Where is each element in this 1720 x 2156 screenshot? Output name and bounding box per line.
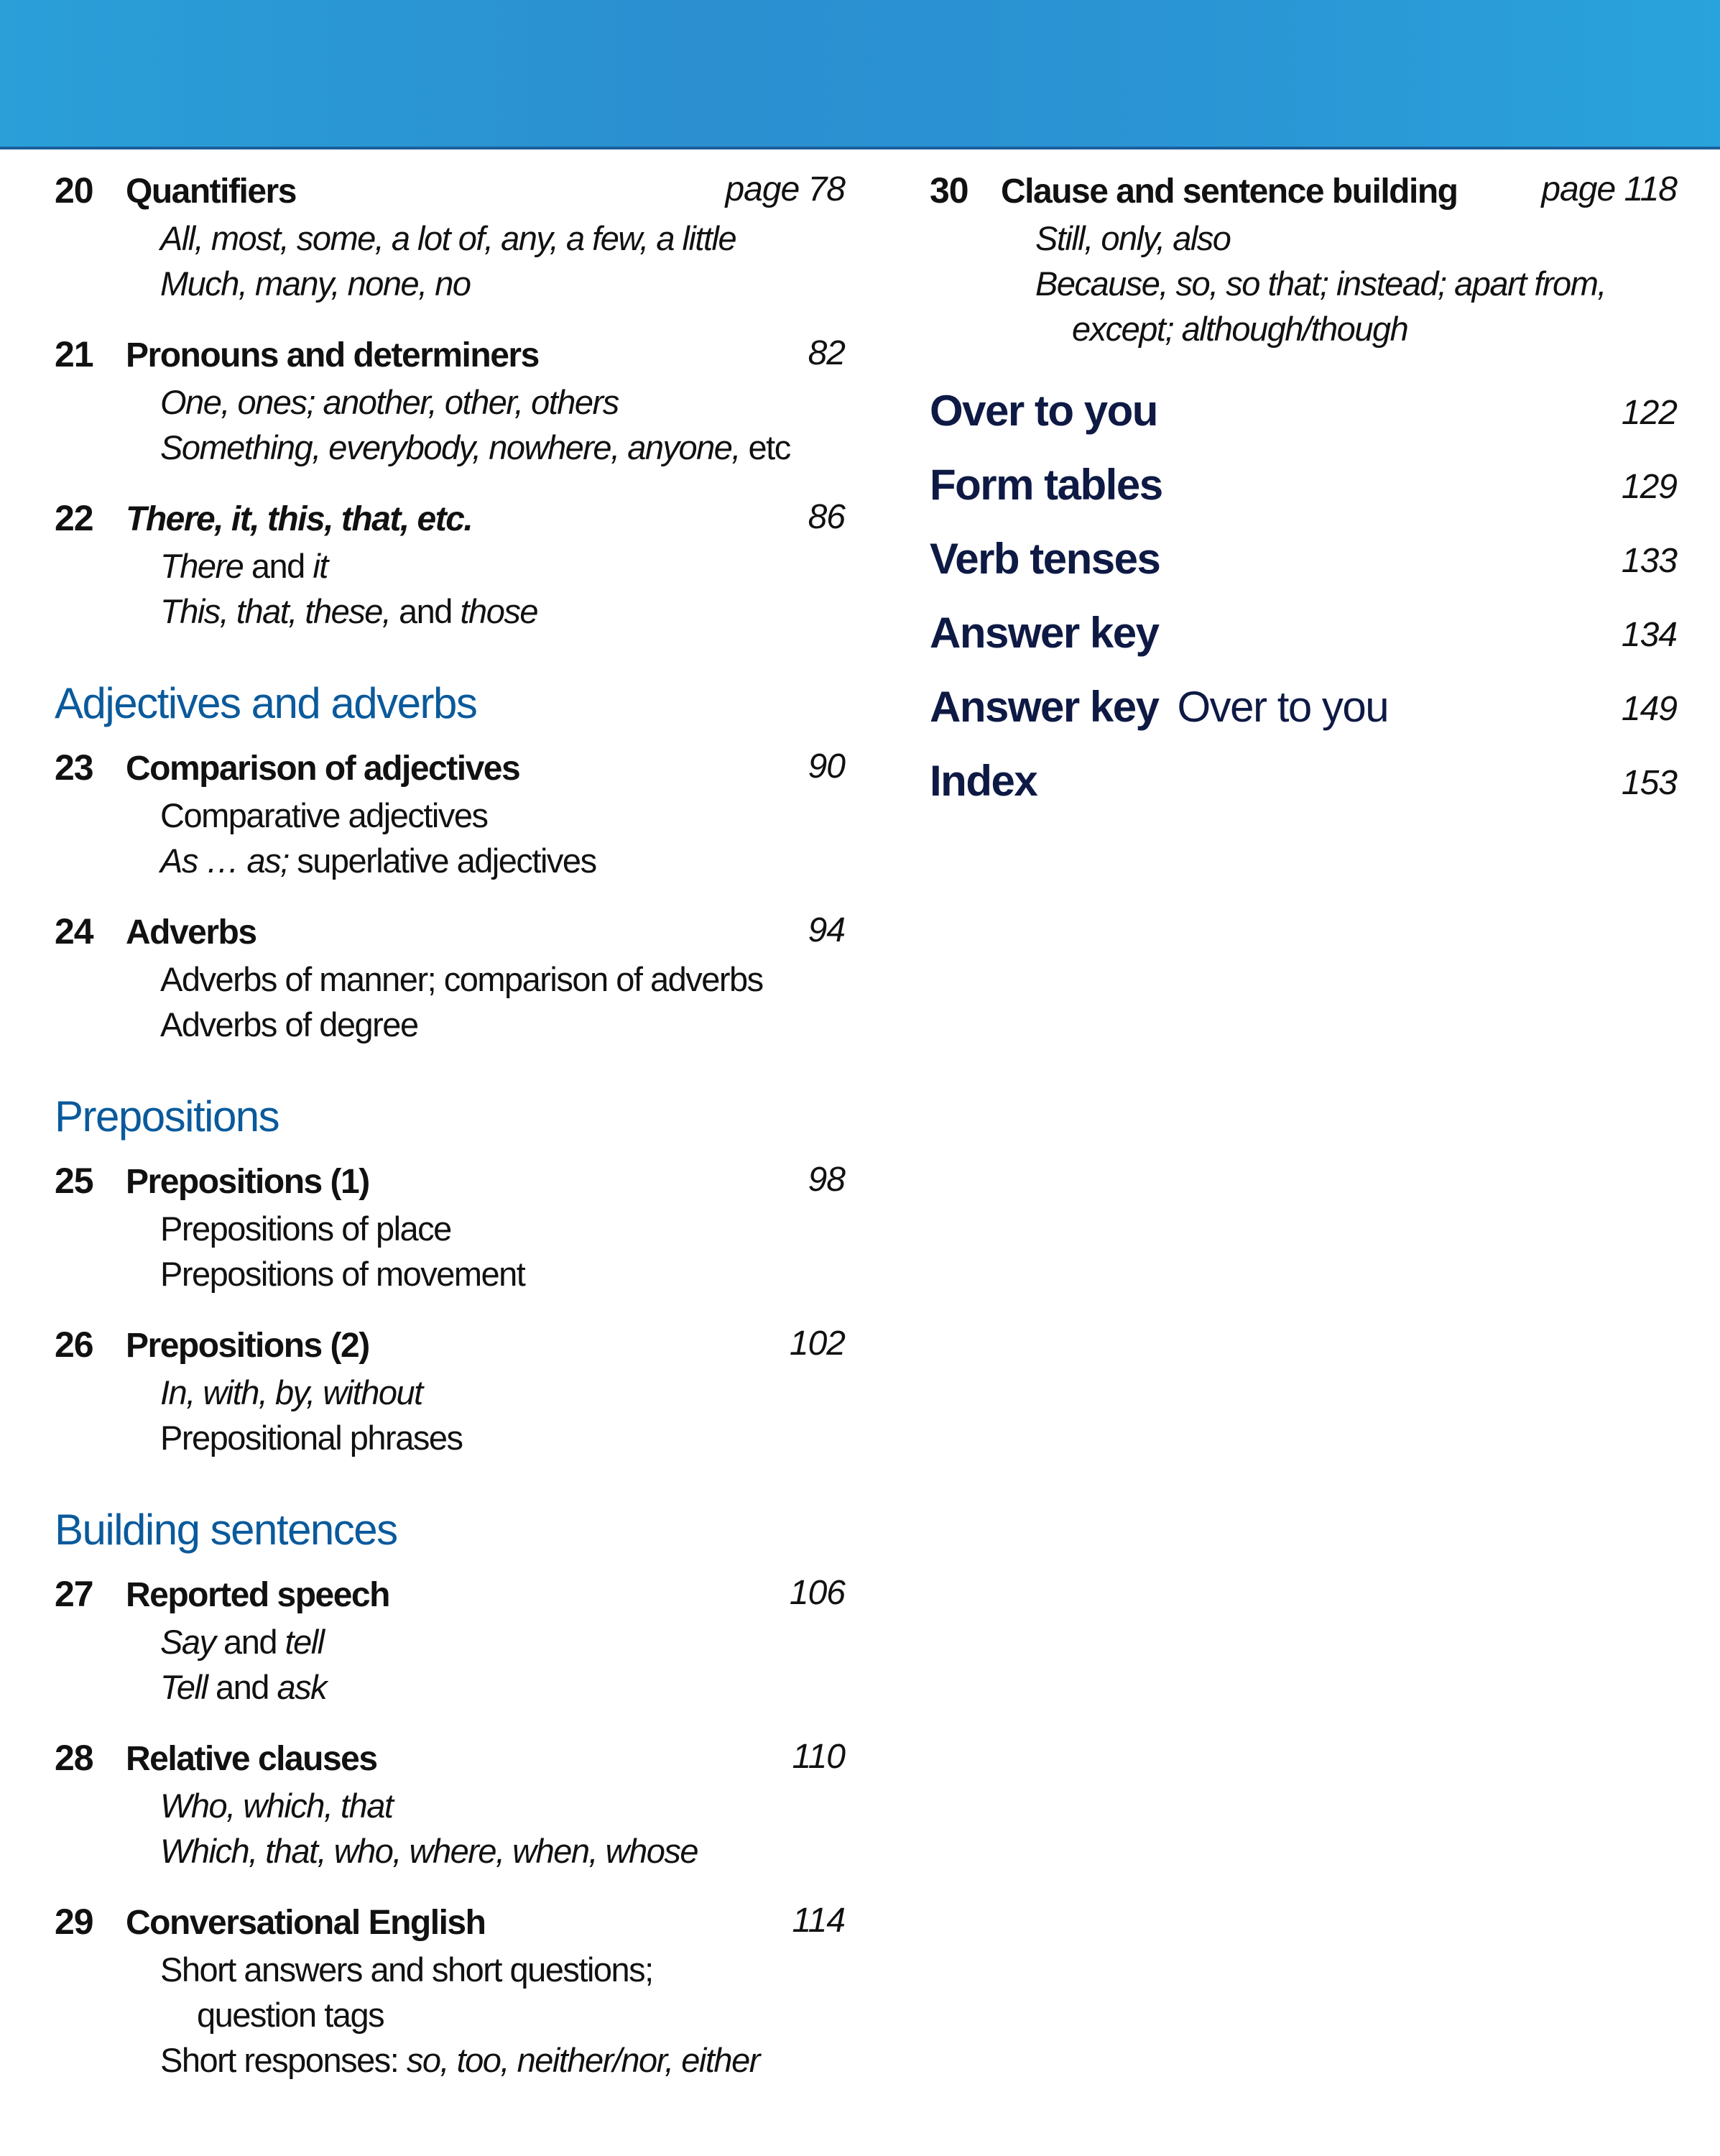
page-number: 94 [808, 911, 845, 949]
unit-number: 25 [55, 1161, 93, 1201]
page-number: 98 [808, 1161, 845, 1199]
unit-number: 22 [55, 498, 93, 538]
back-matter-entry[interactable] [930, 460, 1677, 534]
back-matter-title[interactable]: Verb tenses [930, 535, 1160, 583]
back-matter-title[interactable]: Form tables [930, 461, 1162, 509]
unit-subtopic [55, 1415, 845, 1460]
unit-header [55, 1901, 845, 1947]
subtopic-text: Something, everybody, nowhere, anyone, [160, 428, 740, 466]
unit-subtopic [55, 425, 845, 470]
page-number: 90 [808, 747, 845, 786]
subtopic-text: Adverbs of manner; comparison of adverbs [160, 960, 763, 998]
unit-entry[interactable] [55, 1160, 845, 1296]
unit-header [55, 497, 845, 543]
back-matter-subtitle: Over to you [1177, 683, 1389, 731]
subtopic-text: question tags [197, 1996, 384, 2034]
subtopic-text: those [460, 592, 537, 630]
unit-title[interactable]: Relative clauses [126, 1740, 377, 1778]
subtopic-text: ask [277, 1668, 327, 1706]
subtopic-text: Still, only, also [1035, 219, 1231, 257]
subtopic-text: All, most, some, a lot of, any, a few, a little [160, 219, 736, 257]
unit-entry[interactable] [55, 170, 845, 306]
unit-entry[interactable] [55, 911, 845, 1047]
subtopic-text: This, that, these, [160, 592, 391, 630]
page-number: 114 [792, 1902, 845, 1940]
unit-entry[interactable] [55, 497, 845, 634]
unit-subtopic [55, 1664, 845, 1710]
unit-number: 20 [55, 170, 93, 211]
page-number: page 78 [725, 170, 845, 208]
spacer [930, 379, 1677, 386]
subtopic-text: tell [285, 1623, 324, 1661]
unit-subtopic [55, 2037, 845, 2083]
unit-subtopic [55, 1370, 845, 1415]
subtopic-text: except; although/though [1072, 310, 1408, 348]
page-number: 129 [1621, 468, 1677, 506]
back-matter-title[interactable]: Answer key [930, 683, 1159, 731]
subtopic-text: Adverbs of degree [160, 1005, 418, 1044]
unit-subtopic [55, 543, 845, 589]
subtopic-text: Comparative adjectives [160, 796, 488, 834]
header-banner [0, 0, 1720, 149]
subtopic-text: and [243, 547, 313, 585]
subtopic-text: As … as; [160, 842, 289, 880]
section-heading: Prepositions [55, 1092, 279, 1141]
unit-subtopic [55, 1992, 845, 2037]
unit-subtopic [55, 261, 845, 306]
unit-header [55, 1737, 845, 1783]
subtopic-text: Tell [160, 1668, 208, 1706]
unit-entry[interactable] [55, 1737, 845, 1874]
unit-title[interactable]: Clause and sentence building [1001, 172, 1458, 211]
unit-number: 24 [55, 911, 93, 952]
unit-number: 28 [55, 1738, 93, 1778]
subtopic-text: and [390, 592, 461, 630]
unit-subtopic [55, 793, 845, 838]
subtopic-text: In, with, by, without [160, 1373, 422, 1411]
back-matter-entry[interactable] [930, 682, 1677, 756]
page-number: 82 [808, 334, 845, 372]
section-heading: Building sentences [55, 1506, 397, 1554]
unit-header [55, 170, 845, 216]
page-number: 102 [789, 1325, 845, 1363]
unit-title[interactable]: Prepositions (2) [126, 1327, 369, 1365]
subtopic-text: One, ones; another, other, others [160, 383, 619, 421]
subtopic-text: Prepositions of place [160, 1210, 451, 1248]
unit-title[interactable]: Comparison of adjectives [126, 750, 520, 788]
unit-entry[interactable] [55, 1901, 845, 2083]
unit-header [55, 1324, 845, 1370]
unit-subtopic [55, 1619, 845, 1664]
unit-entry[interactable] [55, 1324, 845, 1460]
back-matter-title[interactable]: Index [930, 757, 1037, 805]
subtopic-text: superlative adjectives [288, 842, 596, 880]
unit-header [930, 170, 1677, 216]
back-matter-entry[interactable] [930, 756, 1677, 830]
unit-title[interactable]: Quantifiers [126, 172, 296, 211]
page-number: page 118 [1541, 170, 1677, 208]
back-matter-entry[interactable] [930, 534, 1677, 608]
contents-right-column [930, 170, 1677, 830]
unit-number: 29 [55, 1902, 93, 1942]
unit-subtopic [55, 1206, 845, 1251]
subtopic-text: Who, which, that [160, 1787, 393, 1825]
unit-title[interactable]: Conversational English [126, 1904, 486, 1942]
page-number: 149 [1621, 690, 1677, 728]
unit-number: 26 [55, 1325, 93, 1365]
unit-subtopic [930, 306, 1677, 351]
unit-number: 21 [55, 334, 93, 374]
back-matter-entry[interactable] [930, 386, 1677, 460]
unit-subtopic [930, 216, 1677, 261]
subtopic-text: Prepositional phrases [160, 1419, 463, 1457]
subtopic-text: etc [739, 428, 790, 466]
unit-number: 27 [55, 1574, 93, 1614]
subtopic-text: There [160, 547, 244, 585]
unit-entry[interactable] [55, 747, 845, 883]
subtopic-text: Much, many, none, no [160, 264, 471, 303]
back-matter-title[interactable]: Answer key [930, 609, 1159, 657]
unit-title[interactable]: Adverbs [126, 913, 256, 952]
unit-header [55, 911, 845, 957]
unit-subtopic [55, 1251, 845, 1296]
subtopic-text: Short answers and short questions; [160, 1950, 653, 1989]
unit-title[interactable]: There, it, this, that, etc. [126, 500, 473, 538]
unit-entry[interactable] [930, 170, 1677, 351]
unit-title[interactable]: Prepositions (1) [126, 1163, 369, 1201]
unit-number: 23 [55, 747, 93, 788]
unit-subtopic [930, 261, 1677, 306]
subtopic-text: Say [160, 1623, 216, 1661]
page-number: 134 [1621, 616, 1677, 654]
unit-subtopic [55, 379, 845, 425]
unit-number: 30 [930, 170, 968, 211]
unit-header [55, 1573, 845, 1619]
subtopic-text: Which, that, who, where, when, whose [160, 1832, 698, 1870]
unit-subtopic [55, 1828, 845, 1874]
page-number: 110 [792, 1738, 845, 1776]
unit-subtopic [55, 1947, 845, 1992]
back-matter-title[interactable]: Over to you [930, 387, 1157, 435]
subtopic-text: and [215, 1623, 285, 1661]
unit-subtopic [55, 216, 845, 261]
subtopic-text: Because, so, so that; instead; apart from, [1035, 264, 1606, 303]
contents-left-column [55, 170, 845, 2110]
page-number: 86 [808, 498, 845, 536]
page-number: 133 [1621, 542, 1677, 580]
unit-subtopic [55, 957, 845, 1002]
page-number: 122 [1621, 394, 1677, 432]
unit-subtopic [55, 1783, 845, 1828]
unit-header [55, 1160, 845, 1206]
subtopic-text: it [313, 547, 328, 585]
page-number: 153 [1621, 764, 1677, 802]
unit-title[interactable]: Reported speech [126, 1576, 389, 1614]
unit-entry[interactable] [55, 1573, 845, 1710]
unit-header [55, 747, 845, 793]
unit-entry[interactable] [55, 333, 845, 470]
section-heading: Adjectives and adverbs [55, 679, 477, 727]
subtopic-text: Short responses: [160, 2041, 407, 2079]
unit-subtopic [55, 1002, 845, 1047]
subtopic-text: so, too, neither/nor, either [406, 2041, 759, 2079]
subtopic-text: Prepositions of movement [160, 1255, 525, 1293]
back-matter-entry[interactable] [930, 608, 1677, 682]
unit-subtopic [55, 838, 845, 883]
unit-title[interactable]: Pronouns and determiners [126, 336, 539, 374]
subtopic-text: and [207, 1668, 277, 1706]
page-number: 106 [789, 1574, 845, 1612]
unit-subtopic [55, 589, 845, 634]
unit-header [55, 333, 845, 379]
